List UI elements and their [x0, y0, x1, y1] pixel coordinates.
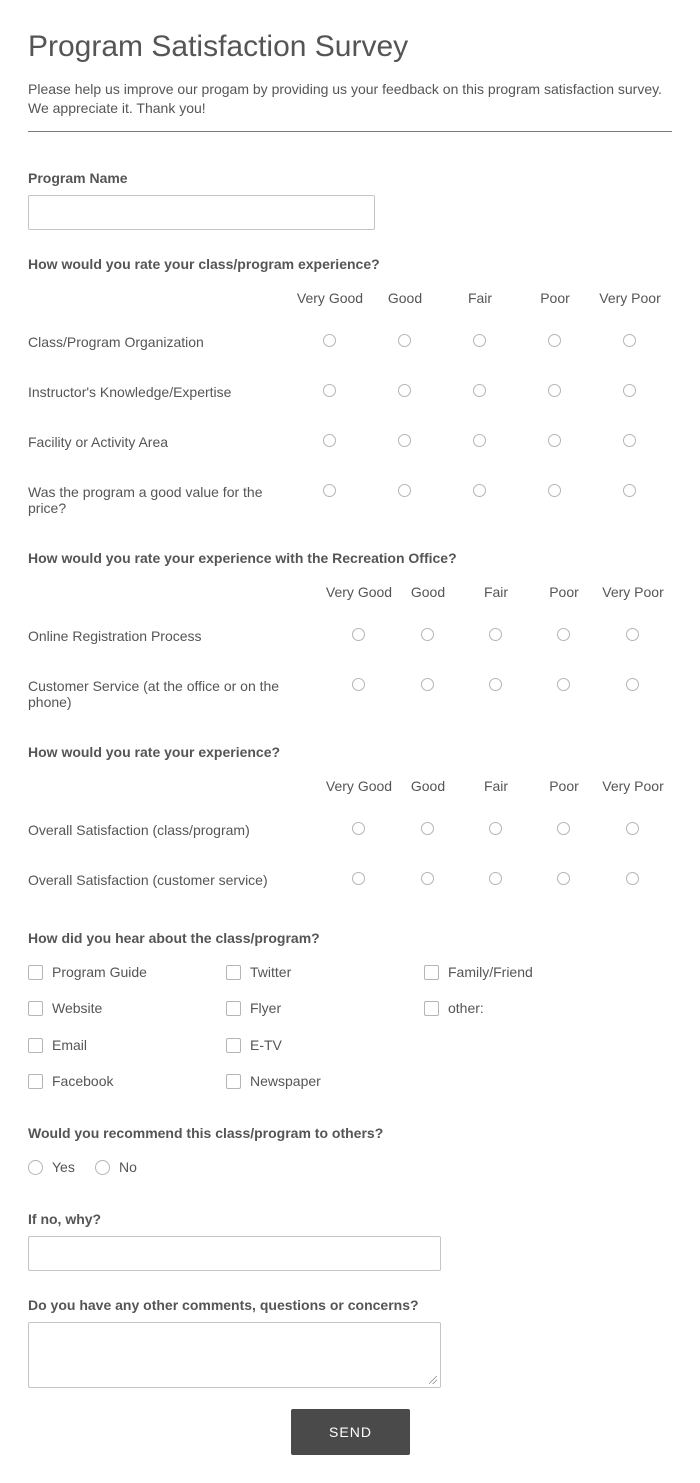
matrix2-row2-poor-radio[interactable] [557, 678, 570, 691]
twitter-checkbox[interactable] [226, 965, 241, 980]
website-label: Website [52, 1000, 103, 1016]
header-divider [28, 131, 672, 132]
flyer-label: Flyer [250, 1000, 282, 1016]
matrix3-row1-good-radio[interactable] [421, 822, 434, 835]
matrix3-row-label: Overall Satisfaction (customer service) [28, 872, 268, 888]
etv-checkbox[interactable] [226, 1038, 241, 1053]
matrix1-row2-very-good-radio[interactable] [323, 384, 336, 397]
matrix1-row4-very-good-radio[interactable] [323, 484, 336, 497]
recommend-no-radio[interactable] [95, 1160, 110, 1175]
matrix1-row2-good-radio[interactable] [398, 384, 411, 397]
recommend-yes-radio[interactable] [28, 1160, 43, 1175]
matrix2-col-very-poor: Very Poor [602, 584, 664, 600]
matrix2-row2-good-radio[interactable] [421, 678, 434, 691]
matrix1-row1-fair-radio[interactable] [473, 334, 486, 347]
matrix1-question: How would you rate your class/program experience? [28, 256, 380, 272]
program-name-input[interactable] [28, 195, 375, 230]
matrix1-row2-very-poor-radio[interactable] [623, 384, 636, 397]
matrix3-col-good: Good [410, 778, 446, 794]
email-checkbox[interactable] [28, 1038, 43, 1053]
recommend-question: Would you recommend this class/program to others? [28, 1125, 384, 1141]
facebook-label: Facebook [52, 1073, 114, 1089]
matrix1-col-very-good: Very Good [296, 290, 364, 306]
matrix1-row1-very-poor-radio[interactable] [623, 334, 636, 347]
newspaper-checkbox[interactable] [226, 1074, 241, 1089]
matrix1-col-good: Good [387, 290, 423, 306]
matrix1-row-label: Was the program a good value for the price? [28, 484, 263, 516]
comments-textarea[interactable] [28, 1322, 441, 1388]
matrix1-row4-fair-radio[interactable] [473, 484, 486, 497]
matrix3-row2-good-radio[interactable] [421, 872, 434, 885]
matrix3-col-very-poor: Very Poor [602, 778, 664, 794]
matrix3-row2-very-poor-radio[interactable] [626, 872, 639, 885]
family-friend-checkbox[interactable] [424, 965, 439, 980]
matrix2-row2-very-good-radio[interactable] [352, 678, 365, 691]
matrix1-row3-very-poor-radio[interactable] [623, 434, 636, 447]
matrix2-row1-very-good-radio[interactable] [352, 628, 365, 641]
matrix1-row1-very-good-radio[interactable] [323, 334, 336, 347]
matrix3-row1-poor-radio[interactable] [557, 822, 570, 835]
hear-about-question: How did you hear about the class/program? [28, 930, 320, 946]
recommend-yes-label: Yes [52, 1159, 75, 1175]
matrix1-row-label: Class/Program Organization [28, 334, 204, 350]
program-guide-checkbox[interactable] [28, 965, 43, 980]
other-checkbox[interactable] [424, 1001, 439, 1016]
send-button[interactable]: SEND [291, 1409, 410, 1455]
matrix3-row-label: Overall Satisfaction (class/program) [28, 822, 250, 838]
resize-grip-icon[interactable] [429, 1376, 437, 1384]
flyer-checkbox[interactable] [226, 1001, 241, 1016]
matrix1-row4-poor-radio[interactable] [548, 484, 561, 497]
matrix1-row3-fair-radio[interactable] [473, 434, 486, 447]
matrix2-row1-poor-radio[interactable] [557, 628, 570, 641]
matrix2-row1-fair-radio[interactable] [489, 628, 502, 641]
matrix3-question: How would you rate your experience? [28, 744, 281, 760]
matrix3-col-poor: Poor [549, 778, 579, 794]
matrix2-row-label: Customer Service (at the office or on the phone) [28, 678, 280, 710]
newspaper-label: Newspaper [250, 1073, 321, 1089]
other-label: other: [448, 1000, 484, 1016]
matrix1-row1-good-radio[interactable] [398, 334, 411, 347]
matrix1-row1-poor-radio[interactable] [548, 334, 561, 347]
matrix3-row1-very-poor-radio[interactable] [626, 822, 639, 835]
matrix1-row4-very-poor-radio[interactable] [623, 484, 636, 497]
matrix3-row1-fair-radio[interactable] [489, 822, 502, 835]
facebook-checkbox[interactable] [28, 1074, 43, 1089]
matrix1-row-label: Facility or Activity Area [28, 434, 169, 450]
matrix3-row2-poor-radio[interactable] [557, 872, 570, 885]
etv-label: E-TV [250, 1037, 282, 1053]
comments-label: Do you have any other comments, questions or concerns? [28, 1297, 419, 1313]
matrix2-row1-good-radio[interactable] [421, 628, 434, 641]
matrix1-row3-good-radio[interactable] [398, 434, 411, 447]
matrix1-row4-good-radio[interactable] [398, 484, 411, 497]
matrix2-row2-very-poor-radio[interactable] [626, 678, 639, 691]
matrix3-row1-very-good-radio[interactable] [352, 822, 365, 835]
page-title: Program Satisfaction Survey [28, 30, 409, 63]
matrix1-row3-poor-radio[interactable] [548, 434, 561, 447]
matrix2-row-label: Online Registration Process [28, 628, 202, 644]
matrix1-row2-poor-radio[interactable] [548, 384, 561, 397]
matrix1-col-fair: Fair [467, 290, 493, 306]
matrix1-col-very-poor: Very Poor [599, 290, 661, 306]
matrix2-col-poor: Poor [549, 584, 579, 600]
twitter-label: Twitter [250, 964, 292, 980]
matrix2-row1-very-poor-radio[interactable] [626, 628, 639, 641]
matrix1-row2-fair-radio[interactable] [473, 384, 486, 397]
website-checkbox[interactable] [28, 1001, 43, 1016]
matrix1-row3-very-good-radio[interactable] [323, 434, 336, 447]
recommend-no-label: No [119, 1159, 137, 1175]
matrix2-question: How would you rate your experience with the Recreation Office? [28, 550, 457, 566]
matrix1-row-label: Instructor's Knowledge/Expertise [28, 384, 232, 400]
matrix2-col-good: Good [410, 584, 446, 600]
if-no-why-input[interactable] [28, 1236, 441, 1271]
matrix3-row2-very-good-radio[interactable] [352, 872, 365, 885]
program-name-label: Program Name [28, 170, 128, 186]
matrix3-col-very-good: Very Good [325, 778, 393, 794]
matrix3-col-fair: Fair [483, 778, 509, 794]
email-label: Email [52, 1037, 88, 1053]
if-no-why-label: If no, why? [28, 1211, 102, 1227]
matrix2-col-fair: Fair [483, 584, 509, 600]
family-friend-label: Family/Friend [448, 964, 533, 980]
matrix1-col-poor: Poor [540, 290, 570, 306]
page-description: Please help us improve our progam by providing us your feedback on this program satisfaction survey. We appreciate it. Thank you! [28, 81, 662, 116]
matrix3-row2-fair-radio[interactable] [489, 872, 502, 885]
program-guide-label: Program Guide [52, 964, 147, 980]
matrix2-row2-fair-radio[interactable] [489, 678, 502, 691]
matrix2-col-very-good: Very Good [325, 584, 393, 600]
